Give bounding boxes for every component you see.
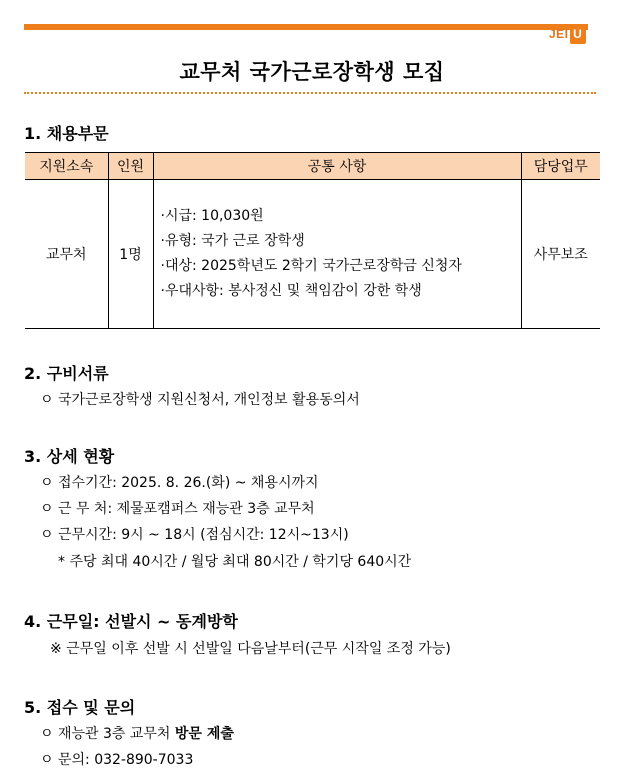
contact-info: ㅇ 문의: 032-890-7033 xyxy=(40,752,194,768)
cell-dept: 교무처 xyxy=(25,180,108,329)
page-title: 교무처 국가근로장학생 모집 xyxy=(179,60,445,84)
cell-common xyxy=(153,180,521,329)
table-header-row xyxy=(25,153,600,180)
section-3-heading: 3. 상세 현황 xyxy=(24,447,115,466)
common-item-preference: ·우대사항: 봉사정신 및 책임감이 강한 학생 xyxy=(160,283,422,299)
recruitment-table xyxy=(25,152,600,329)
title-divider xyxy=(24,92,596,94)
header-dept: 지원소속 xyxy=(25,153,108,180)
header-accent-bar xyxy=(24,24,588,30)
cell-duty: 사무보조 xyxy=(521,180,600,329)
header-duty: 담당업무 xyxy=(521,153,600,180)
common-item-type: ·유형: 국가 근로 장학생 xyxy=(160,233,305,249)
logo-text: JEI xyxy=(549,27,569,41)
submit-location: ㅇ 재능관 3층 교무처 xyxy=(40,726,175,742)
section-1-heading: 1. 채용부문 xyxy=(24,124,109,143)
detail-hours-note: * 주당 최대 40시간 / 월당 최대 80시간 / 학기당 640시간 xyxy=(58,554,412,570)
detail-item-location: ㅇ 근 무 처: 제물포캠퍼스 재능관 3층 교무처 xyxy=(40,501,315,517)
submit-method: 방문 제출 xyxy=(174,726,234,742)
detail-item-period: ㅇ 접수기간: 2025. 8. 26.(화) ~ 채용시까지 xyxy=(40,475,319,491)
documents-item: ㅇ 국가근로장학생 지원신청서, 개인정보 활용동의서 xyxy=(40,392,360,408)
section-2-heading: 2. 구비서류 xyxy=(24,364,109,383)
submit-info xyxy=(40,723,234,743)
common-item-target: ·대상: 2025학년도 2학기 국가근로장학금 신청자 xyxy=(160,258,462,274)
header-common: 공통 사항 xyxy=(153,153,521,180)
workday-note: ※ 근무일 이후 선발 시 선발일 다음날부터(근무 시작일 조정 가능) xyxy=(50,641,451,657)
section-5-heading: 5. 접수 및 문의 xyxy=(24,698,136,717)
cell-count: 1명 xyxy=(108,180,153,329)
section-4-heading: 4. 근무일: 선발시 ~ 동계방학 xyxy=(24,612,238,631)
table-row xyxy=(25,180,600,329)
logo-mark-icon: U xyxy=(570,25,586,44)
detail-item-hours: ㅇ 근무시간: 9시 ~ 18시 (점심시간: 12시~13시) xyxy=(40,527,349,543)
jei-logo xyxy=(549,23,586,45)
common-item-wage: ·시급: 10,030원 xyxy=(160,208,264,224)
header-count: 인원 xyxy=(108,153,153,180)
